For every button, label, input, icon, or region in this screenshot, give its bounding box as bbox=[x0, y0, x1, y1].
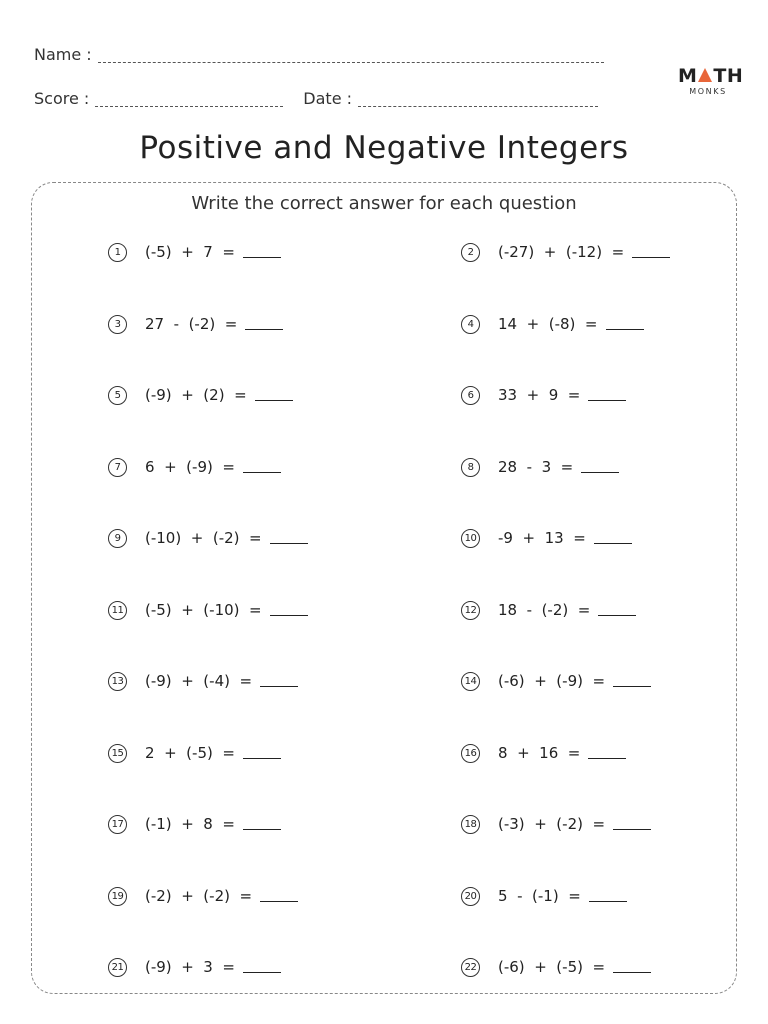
question-item bbox=[108, 312, 283, 336]
answer-blank[interactable] bbox=[598, 615, 636, 616]
question-expression: (-2) + (-2) = bbox=[145, 887, 253, 905]
question-item bbox=[108, 240, 281, 264]
answer-blank[interactable] bbox=[589, 901, 627, 902]
page-title: Positive and Negative Integers bbox=[139, 130, 629, 166]
question-expression: (-6) + (-9) = bbox=[498, 672, 606, 690]
question-item bbox=[461, 812, 651, 836]
question-number-circle: 15 bbox=[108, 744, 127, 763]
date-input-line[interactable] bbox=[358, 106, 598, 107]
answer-blank[interactable] bbox=[588, 758, 626, 759]
question-expression: 18 - (-2) = bbox=[498, 601, 591, 619]
question-expression: (-3) + (-2) = bbox=[498, 815, 606, 833]
question-number-circle: 18 bbox=[461, 815, 480, 834]
question-expression: (-10) + (-2) = bbox=[145, 529, 262, 547]
question-item bbox=[461, 598, 636, 622]
question-number-circle: 9 bbox=[108, 529, 127, 548]
date-label: Date : bbox=[303, 89, 353, 108]
name-field-row bbox=[34, 45, 604, 64]
question-item bbox=[108, 884, 298, 908]
question-expression: 8 + 16 = bbox=[498, 744, 581, 762]
question-number-circle: 5 bbox=[108, 386, 127, 405]
score-label: Score : bbox=[34, 89, 90, 108]
question-expression: (-27) + (-12) = bbox=[498, 243, 625, 261]
question-number-circle: 20 bbox=[461, 887, 480, 906]
question-expression: (-1) + 8 = bbox=[145, 815, 235, 833]
question-expression: 14 + (-8) = bbox=[498, 315, 598, 333]
question-item bbox=[108, 955, 281, 979]
answer-blank[interactable] bbox=[613, 686, 651, 687]
answer-blank[interactable] bbox=[245, 329, 283, 330]
question-expression: (-9) + (-4) = bbox=[145, 672, 253, 690]
answer-blank[interactable] bbox=[243, 472, 281, 473]
answer-blank[interactable] bbox=[613, 829, 651, 830]
question-number-circle: 11 bbox=[108, 601, 127, 620]
question-item bbox=[461, 884, 627, 908]
question-expression: (-9) + (2) = bbox=[145, 386, 247, 404]
answer-blank[interactable] bbox=[243, 758, 281, 759]
question-number-circle: 16 bbox=[461, 744, 480, 763]
question-number-circle: 14 bbox=[461, 672, 480, 691]
question-expression: -9 + 13 = bbox=[498, 529, 586, 547]
question-number-circle: 1 bbox=[108, 243, 127, 262]
question-item bbox=[461, 240, 670, 264]
questions-box bbox=[31, 182, 737, 994]
answer-blank[interactable] bbox=[594, 543, 632, 544]
question-number-circle: 21 bbox=[108, 958, 127, 977]
instructions: Write the correct answer for each question bbox=[191, 193, 577, 214]
question-expression: 6 + (-9) = bbox=[145, 458, 235, 476]
answer-blank[interactable] bbox=[581, 472, 619, 473]
question-item bbox=[108, 598, 308, 622]
answer-blank[interactable] bbox=[588, 400, 626, 401]
answer-blank[interactable] bbox=[243, 829, 281, 830]
question-number-circle: 10 bbox=[461, 529, 480, 548]
question-item bbox=[108, 526, 308, 550]
question-item bbox=[461, 455, 619, 479]
question-expression: (-5) + 7 = bbox=[145, 243, 235, 261]
question-expression: 33 + 9 = bbox=[498, 386, 581, 404]
question-number-circle: 22 bbox=[461, 958, 480, 977]
question-expression: 28 - 3 = bbox=[498, 458, 574, 476]
question-item bbox=[461, 383, 626, 407]
math-monks-logo bbox=[678, 65, 744, 97]
question-item bbox=[461, 955, 651, 979]
question-number-circle: 12 bbox=[461, 601, 480, 620]
logo-triangle-icon bbox=[698, 68, 712, 82]
logo-subtext: MONKS bbox=[689, 87, 727, 96]
question-item bbox=[461, 312, 644, 336]
question-expression: 27 - (-2) = bbox=[145, 315, 238, 333]
answer-blank[interactable] bbox=[255, 400, 293, 401]
question-expression: (-5) + (-10) = bbox=[145, 601, 262, 619]
question-number-circle: 3 bbox=[108, 315, 127, 334]
score-date-row bbox=[34, 89, 598, 108]
question-item bbox=[108, 741, 281, 765]
answer-blank[interactable] bbox=[243, 257, 281, 258]
question-item bbox=[108, 669, 298, 693]
answer-blank[interactable] bbox=[260, 686, 298, 687]
question-number-circle: 17 bbox=[108, 815, 127, 834]
question-number-circle: 19 bbox=[108, 887, 127, 906]
score-input-line[interactable] bbox=[95, 106, 283, 107]
logo-letters-th: TH bbox=[713, 65, 744, 87]
question-item bbox=[461, 526, 632, 550]
question-item bbox=[461, 741, 626, 765]
question-number-circle: 8 bbox=[461, 458, 480, 477]
question-item bbox=[108, 455, 281, 479]
answer-blank[interactable] bbox=[613, 972, 651, 973]
name-input-line[interactable] bbox=[98, 62, 604, 63]
answer-blank[interactable] bbox=[270, 543, 308, 544]
question-number-circle: 6 bbox=[461, 386, 480, 405]
answer-blank[interactable] bbox=[260, 901, 298, 902]
question-expression: (-9) + 3 = bbox=[145, 958, 235, 976]
answer-blank[interactable] bbox=[243, 972, 281, 973]
question-item bbox=[461, 669, 651, 693]
question-number-circle: 2 bbox=[461, 243, 480, 262]
name-label: Name : bbox=[34, 45, 92, 64]
question-number-circle: 4 bbox=[461, 315, 480, 334]
question-item bbox=[108, 383, 293, 407]
question-expression: 2 + (-5) = bbox=[145, 744, 235, 762]
question-expression: 5 - (-1) = bbox=[498, 887, 581, 905]
answer-blank[interactable] bbox=[632, 257, 670, 258]
logo-letter-m: M bbox=[678, 65, 698, 87]
question-expression: (-6) + (-5) = bbox=[498, 958, 606, 976]
answer-blank[interactable] bbox=[270, 615, 308, 616]
question-number-circle: 13 bbox=[108, 672, 127, 691]
question-item bbox=[108, 812, 281, 836]
question-number-circle: 7 bbox=[108, 458, 127, 477]
answer-blank[interactable] bbox=[606, 329, 644, 330]
